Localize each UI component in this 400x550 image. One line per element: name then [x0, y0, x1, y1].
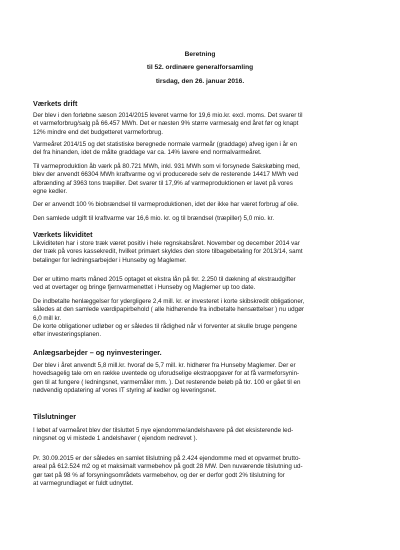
paragraph-drift-5	[33, 215, 378, 223]
text-line: Den samlede udgift til kraftvarme var 16,6 mio. kr. og til brændsel (træpiller) 5,0 mio. kr.	[33, 215, 275, 222]
text-line: betalinger for ledningsarbejder i Hunseby og Maglemer.	[33, 256, 187, 264]
text-line: del fra hinanden, idet de målte graddage var ca. 14% lavere end normalvarmeåret.	[33, 149, 262, 157]
text-line: Pr. 30.09.2015 er der således en samlet tilslutning på 2.424 ejendomme med et opvarmet brutto-	[33, 455, 301, 462]
paragraph-tilslutninger-1	[33, 427, 378, 444]
text-line: gen til at fungere ( ledningsnet, varmemåler mm. ). Det resterende beløb på tkr. 100 er gået til en	[33, 378, 301, 386]
paragraph-drift-2	[33, 141, 378, 158]
section-heading-anlaeg: Anlægsarbejder – og nyinvesteringer.	[33, 348, 162, 357]
paragraph-likviditet-3	[33, 298, 378, 339]
text-line: Der er anvendt 100 % biobrændsel til varmeproduktionen, idet der ikke har været forbrug af olie.	[33, 201, 299, 208]
text-line: nødvendig opdatering af vores IT styring af kedler og leveringsnet.	[33, 386, 217, 394]
paragraph-anlaeg-1	[33, 362, 378, 395]
paragraph-drift-1	[33, 112, 378, 137]
section-heading-likviditet: Værkets likviditet	[33, 230, 93, 239]
text-line: egne kedler.	[33, 187, 68, 195]
text-line: gør tæt på 98 % af forsyningsområdets varmebehov, og der er derfor godt 2% tilslutning for	[33, 471, 285, 479]
text-line: således at den samlede værdipapirbehold ( alle hidhørende fra indbetalte hensættelser ) nu udgør	[33, 306, 304, 314]
report-date: tirsdag, den 26. januar 2016.	[155, 78, 245, 85]
section-heading-drift: Værkets drift	[33, 99, 78, 108]
text-line: Der er ultimo marts måned 2015 optaget et ekstra lån på tkr. 2.250 til dækning af ekstraudgifter	[33, 276, 296, 283]
text-line: at varmegrundlaget er fuldt udnyttet.	[33, 479, 134, 487]
text-line: ved at overtager og bringe fjernvarmenettet i Hunseby og Maglemer up too date.	[33, 284, 256, 292]
section-heading-tilslutninger: Tilslutninger	[33, 412, 76, 421]
text-line: blev der anvendt 66304 MWh kraftvarme og vi producerede selv de resterende 14417 MWh ved	[33, 171, 299, 179]
text-line: Der blev i året anvendt 5,8 mill.kr. hvoraf de 5,7 mill. kr. hidhører fra Hunseby Maglemer. Der er	[33, 362, 296, 369]
paragraph-likviditet-1	[33, 240, 378, 265]
paragraph-likviditet-2	[33, 276, 378, 293]
text-line: afbrænding af 3963 tons træpiller. Det svarer til 17,9% af varmeproduktionen er lavet på vores	[33, 179, 293, 187]
text-line: Der blev i den forløbne sæson 2014/2015 leveret varme for 19,6 mio.kr. excl. moms. Det svarer til	[33, 112, 303, 119]
text-line: De korte obligationer udløber og er således til rådighed når vi forventer at skulle bruge pengene	[33, 322, 298, 330]
text-line: Likviditeten har i store træk været positiv i hele regnskabsåret. November og december 2014 var	[33, 240, 300, 247]
paragraph-tilslutninger-2	[33, 455, 378, 488]
text-line: hovedsagelig tale om en række uventede og uforudselige ekstraopgaver for at få varmeforsynin-	[33, 370, 300, 378]
text-line: Varmeåret 2014/15 og det statistiske beregnede normale varmeår (graddage) afveg igen i år en	[33, 141, 297, 148]
text-line: areal på 612.524 m2 og et maksimalt varmebehov på godt 28 MW. Den nuværende tilslutning ud-	[33, 463, 303, 471]
paragraph-drift-3	[33, 163, 378, 196]
text-line: De indbetalte henlæggelser for ydergligere 2,4 mill. kr. er investeret i korte skibskredit obligationer,	[33, 298, 305, 305]
text-line: 12% mindre end det budgetteret varmeforbrug.	[33, 128, 163, 136]
paragraph-drift-4	[33, 201, 378, 209]
text-line: der træk på vores kassekredit, hvilket primært skyldes den store tilbagebetaling for 2013/14, samt	[33, 248, 303, 256]
report-subtitle: til 52. ordinære generalforsamling	[146, 64, 254, 71]
report-title: Beretning	[184, 51, 216, 58]
text-line: ningsnet og vi mistede 1 andelshaver ( ejendom nedrevet ).	[33, 435, 198, 443]
text-line: et varmeforbrug/salg på 66.457 MWh. Det er næsten 9% større varmesalg end året før og knapt	[33, 120, 299, 128]
text-line: I løbet af varmeåret blev der tilsluttet 5 nye ejendomme/andelshavere på det eksisterende led-	[33, 427, 294, 434]
text-line: Til varmeproduktion åb værk på 80.721 MWh, inkl. 931 MWh som vi forsynede Sakskøbing med,	[33, 163, 300, 170]
text-line: efter investeringsplanen.	[33, 331, 102, 339]
text-line: 6,0 mill kr.	[33, 314, 62, 322]
